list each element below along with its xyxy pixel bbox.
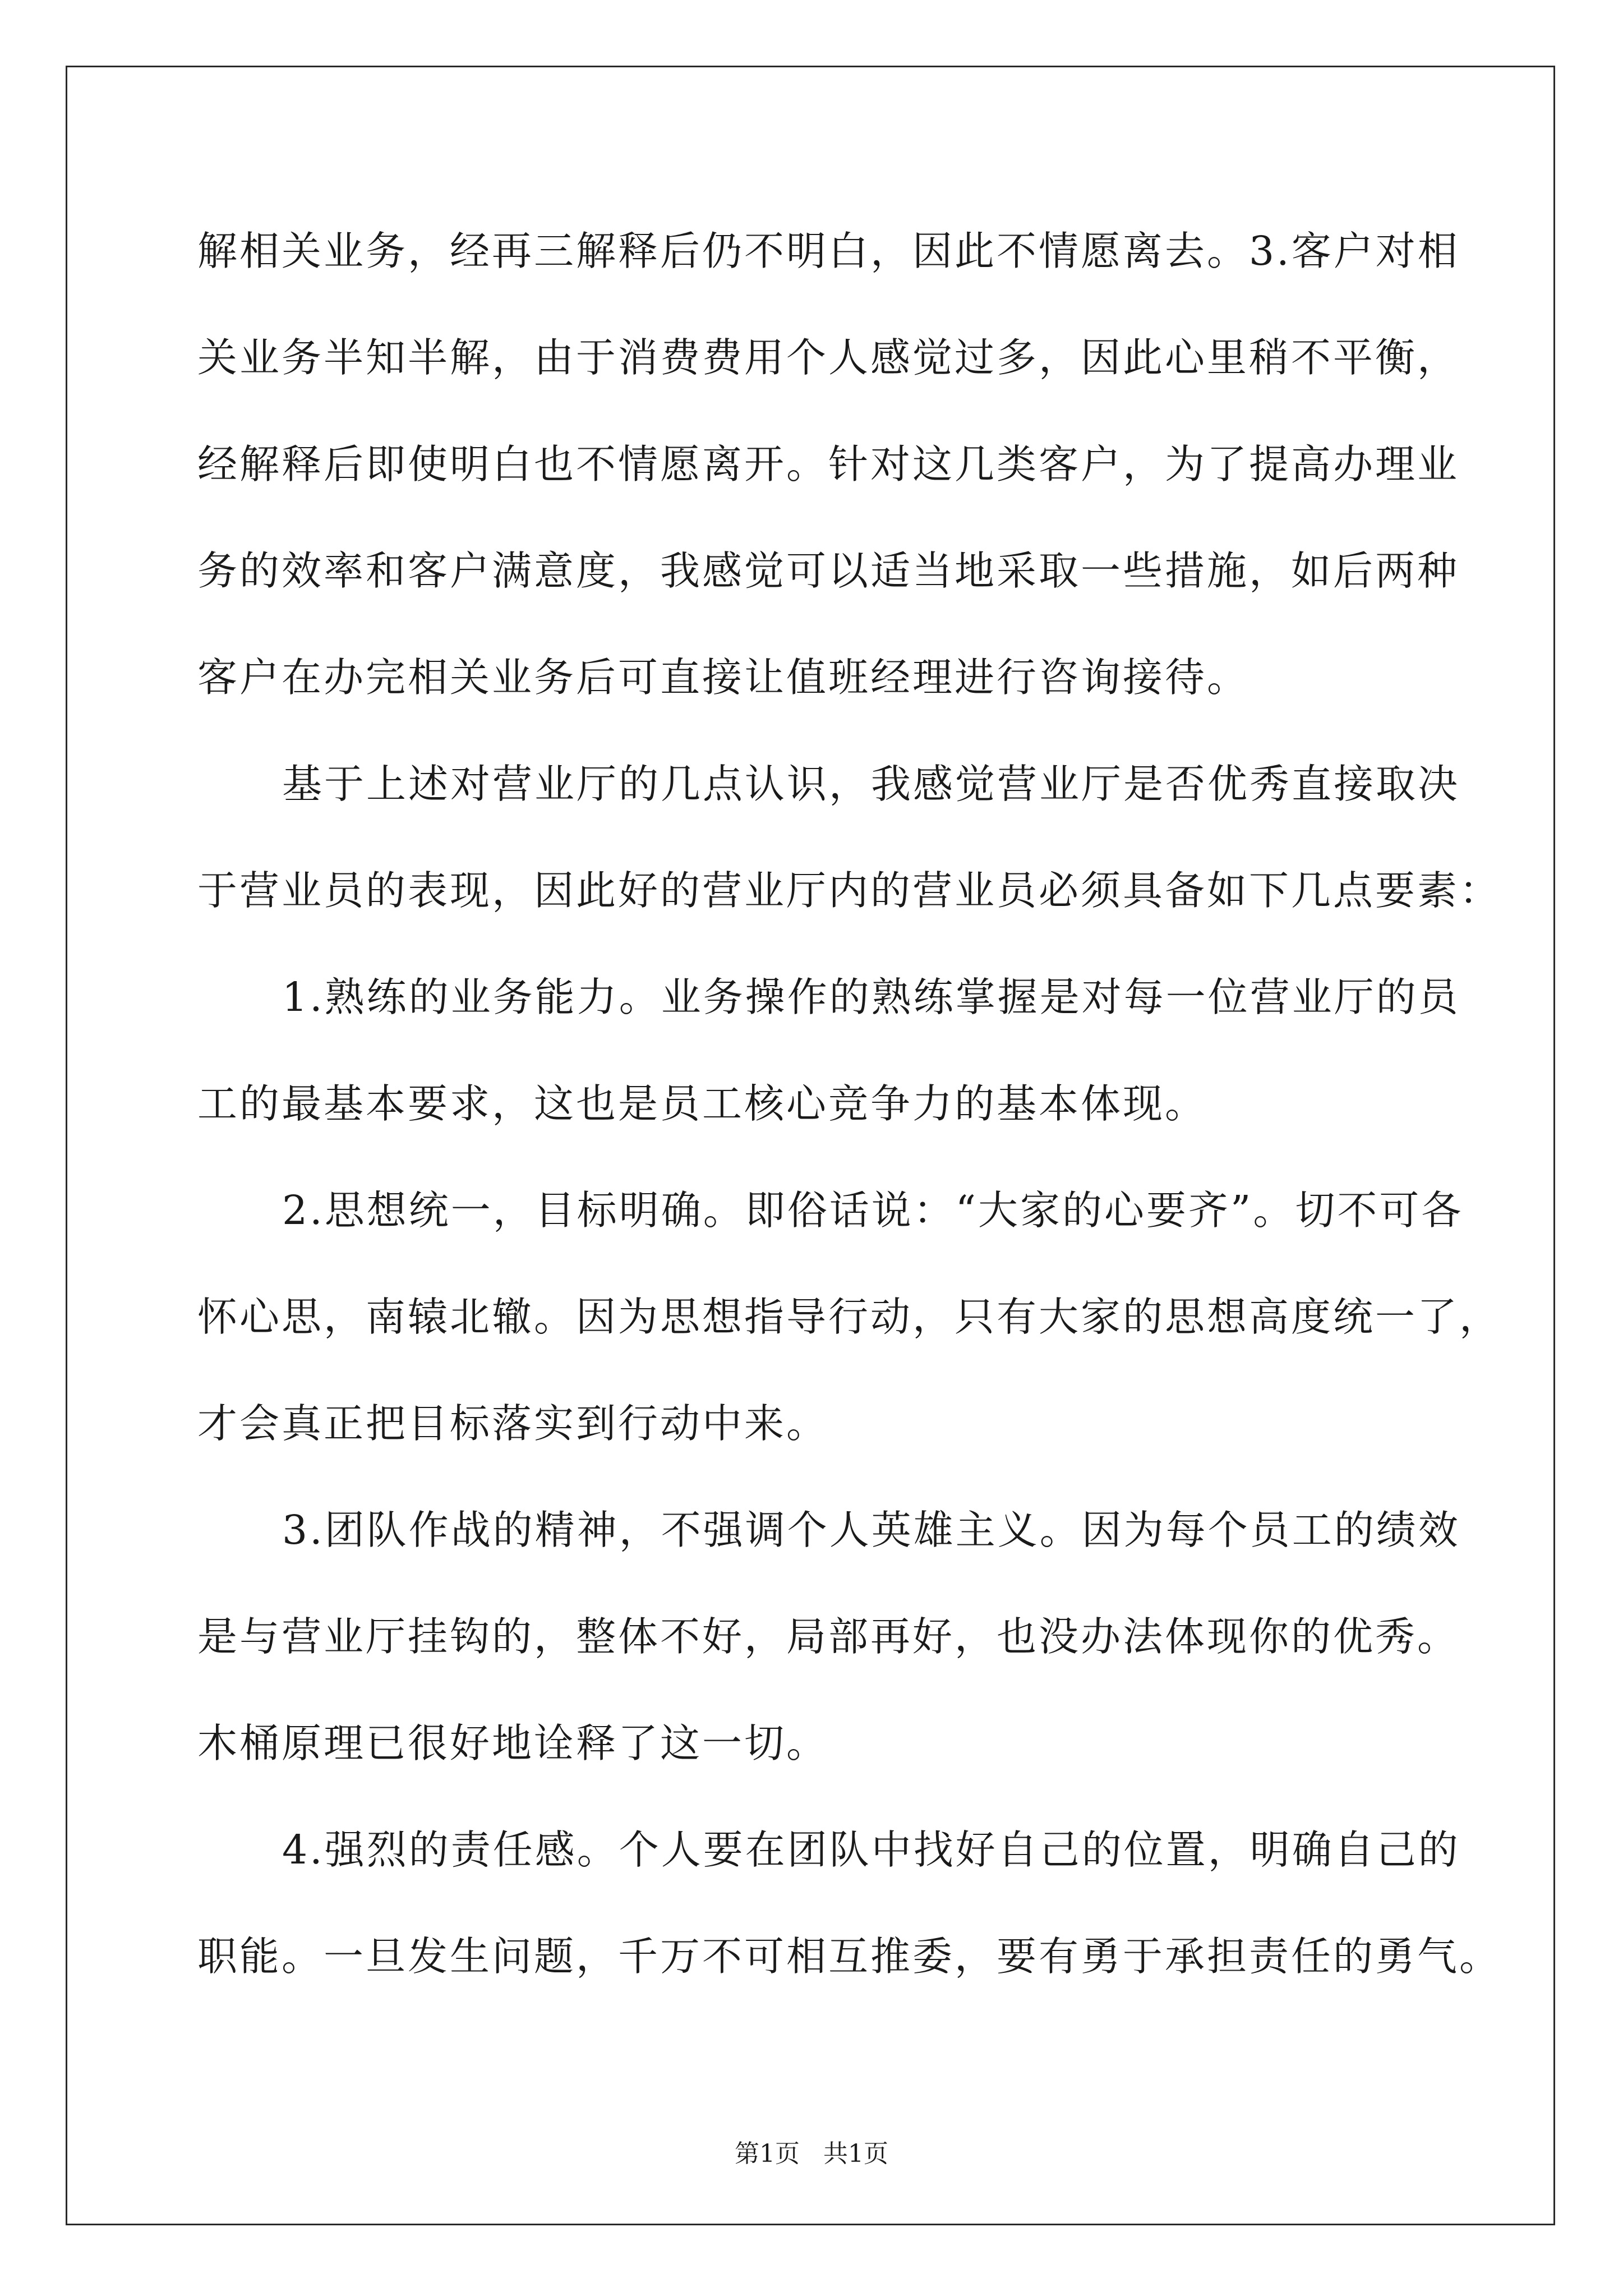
paragraph-line: 3.团队作战的精神，不强调个人英雄主义。因为每个员工的绩效 (282, 1507, 1460, 1553)
paragraph-line: 1.熟练的业务能力。业务操作的熟练掌握是对每一位营业厅的员 (282, 974, 1460, 1020)
paragraph-line: 经解释后即使明白也不情愿离开。针对这几类客户，为了提高办理业 (197, 441, 1460, 487)
paragraph-line: 解相关业务，经再三解释后仍不明白，因此不情愿离去。3.客户对相 (197, 228, 1460, 274)
paragraph-line: 客户在办完相关业务后可直接让值班经理进行咨询接待。 (197, 654, 1249, 701)
paragraph-line: 务的效率和客户满意度，我感觉可以适当地采取一些措施，如后两种 (197, 547, 1460, 594)
paragraph-line: 怀心思，南辕北辙。因为思想指导行动，只有大家的思想高度统一了， (197, 1294, 1502, 1340)
paragraph-line: 是与营业厅挂钩的，整体不好，局部再好，也没办法体现你的优秀。 (197, 1613, 1460, 1660)
paragraph-line: 基于上述对营业厅的几点认识，我感觉营业厅是否优秀直接取决 (282, 761, 1460, 807)
paragraph-line: 4.强烈的责任感。个人要在团队中找好自己的位置，明确自己的 (282, 1826, 1460, 1873)
paragraph-line: 木桶原理已很好地诠释了这一切。 (197, 1720, 829, 1766)
paragraph-line: 工的最基本要求，这也是员工核心竞争力的基本体现。 (197, 1080, 1207, 1127)
paragraph-line: 关业务半知半解，由于消费费用个人感觉过多，因此心里稍不平衡， (197, 334, 1460, 381)
page-number-footer: 第1页 共1页 (735, 2139, 888, 2168)
paragraph-line: 于营业员的表现，因此好的营业厅内的营业员必须具备如下几点要素： (197, 867, 1502, 914)
paragraph-line: 职能。一旦发生问题，千万不可相互推委，要有勇于承担责任的勇气。 (197, 1933, 1502, 1980)
page-border (66, 66, 1555, 2225)
paragraph-line: 2.思想统一，目标明确。即俗话说：“大家的心要齐”。切不可各 (282, 1187, 1464, 1234)
paragraph-line: 才会真正把目标落实到行动中来。 (197, 1400, 829, 1447)
